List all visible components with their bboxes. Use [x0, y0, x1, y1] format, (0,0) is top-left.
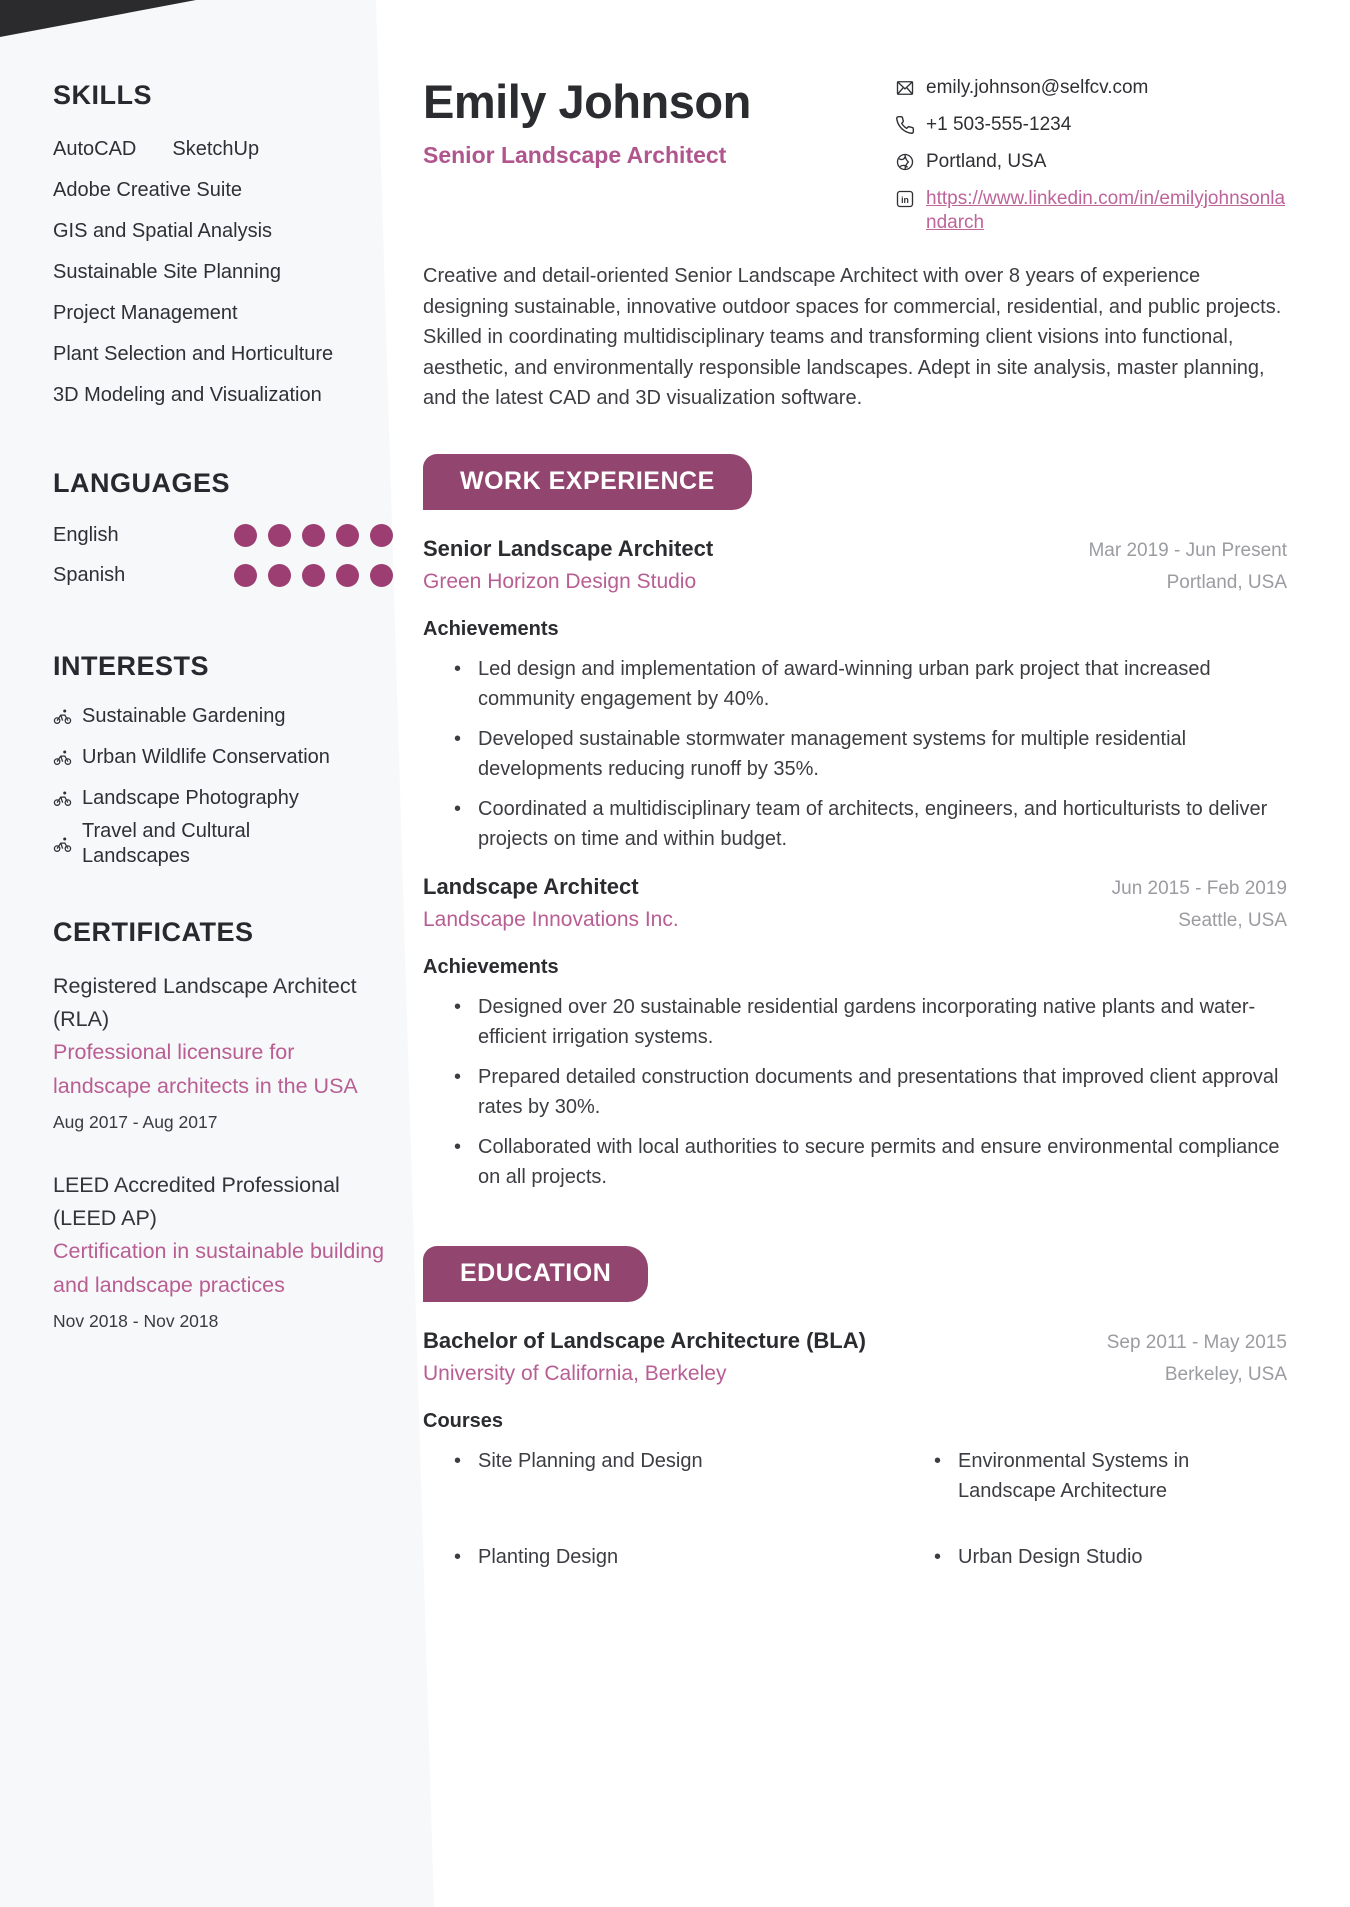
course-item: • Planting Design	[423, 1542, 903, 1572]
languages-section-title: LANGUAGES	[53, 468, 231, 498]
skills-list	[53, 129, 393, 416]
skill-item: GIS and Spatial Analysis	[53, 220, 273, 242]
sidebar	[53, 0, 393, 1334]
skills-row	[53, 129, 393, 170]
language-name: English	[53, 523, 119, 546]
job-entry	[423, 874, 1287, 1192]
person-job-title: Senior Landscape Architect	[423, 142, 727, 169]
contact-location-row	[895, 150, 1287, 174]
job-location: Portland, USA	[1166, 571, 1287, 593]
level-dot	[370, 564, 393, 587]
job-company: Green Horizon Design Studio	[423, 569, 697, 593]
main-column	[423, 0, 1287, 1572]
level-dot	[302, 564, 325, 587]
course-item: • Urban Design Studio	[903, 1542, 1287, 1572]
envelope-icon	[895, 78, 915, 98]
level-dot	[234, 564, 257, 587]
certificate-name: Registered Landscape Architect (RLA)	[53, 974, 357, 1031]
contact-block	[895, 74, 1287, 235]
interest-label: Urban Wildlife Conservation	[82, 746, 330, 768]
job-subheader	[423, 908, 1287, 932]
interest-label: Travel and Cultural Landscapes	[82, 820, 251, 867]
achievement-item: • Collaborated with local authorities to secure permits and ensure environmental compliance on all projects.	[423, 1132, 1287, 1192]
level-dot	[302, 524, 325, 547]
job-dates: Mar 2019 - Jun Present	[1088, 539, 1287, 561]
level-dot	[336, 524, 359, 547]
achievements-list	[423, 654, 1287, 854]
certificate-name: LEED Accredited Professional (LEED AP)	[53, 1173, 340, 1230]
interest-label: Landscape Photography	[82, 787, 299, 809]
education-header	[423, 1328, 1287, 1354]
interests-list	[53, 696, 393, 869]
certificate-description: Certification in sustainable building and landscape practices	[53, 1239, 385, 1297]
education-section-badge: EDUCATION	[423, 1246, 648, 1302]
achievement-item: • Designed over 20 sustainable residential gardens incorporating native plants and water-efficient irrigation systems.	[423, 992, 1287, 1052]
skill-item: Plant Selection and Horticulture	[53, 343, 334, 365]
skill-item: Adobe Creative Suite	[53, 179, 243, 201]
job-company: Landscape Innovations Inc.	[423, 907, 679, 931]
level-dot	[370, 524, 393, 547]
certificate-item	[53, 970, 393, 1135]
job-entry	[423, 536, 1287, 854]
achievement-item: • Coordinated a multidisciplinary team of architects, engineers, and horticulturists to deliver projects on time and within budget.	[423, 794, 1287, 854]
summary-text: Creative and detail-oriented Senior Landscape Architect with over 8 years of experience designing sustainable, innovative outdoor spaces for commercial, residential, and public projects. Skilled in coordinating multidisciplinary teams and transforming client visions into functional, aesthetic, and environmentally responsible landscapes. Adept in site analysis, master planning, and the latest CAD and 3D visualization software.	[423, 265, 1282, 409]
certificate-description: Professional licensure for landscape architects in the USA	[53, 1040, 358, 1098]
linkedin-link[interactable]: https://www.linkedin.com/in/emilyjohnsonlandarch	[926, 188, 1286, 233]
languages-list	[53, 515, 393, 595]
skills-section-title: SKILLS	[53, 80, 153, 110]
education-subheader	[423, 1362, 1287, 1386]
level-dot	[268, 524, 291, 547]
globe-icon	[895, 152, 915, 172]
achievement-item: • Led design and implementation of award-winning urban park project that increased community engagement by 40%.	[423, 654, 1287, 714]
certificate-dates: Nov 2018 - Nov 2018	[53, 1311, 219, 1331]
contact-linkedin-row	[895, 187, 1287, 235]
contact-phone-row	[895, 113, 1287, 137]
job-title: Senior Landscape Architect	[423, 535, 714, 561]
degree-title: Bachelor of Landscape Architecture (BLA)	[423, 1327, 866, 1353]
cyclist-icon	[53, 835, 72, 854]
contact-email-row	[895, 76, 1287, 100]
school-name: University of California, Berkeley	[423, 1361, 727, 1385]
courses-label: Courses	[423, 1409, 504, 1432]
level-dot	[234, 524, 257, 547]
skill-item: Project Management	[53, 302, 238, 324]
course-item: • Environmental Systems in Landscape Architecture	[903, 1446, 1287, 1506]
phone-icon	[895, 115, 915, 135]
achievement-item: • Prepared detailed construction documents and presentations that improved client approval rates by 30%.	[423, 1062, 1287, 1122]
interest-label: Sustainable Gardening	[82, 705, 286, 727]
svg-text:in: in	[901, 194, 909, 205]
language-row	[53, 515, 393, 555]
level-dot	[268, 564, 291, 587]
job-subheader	[423, 570, 1287, 594]
contact-phone: +1 503-555-1234	[926, 114, 1072, 135]
job-header	[423, 536, 1287, 562]
certificate-dates: Aug 2017 - Aug 2017	[53, 1112, 218, 1132]
language-level-dots	[234, 564, 393, 587]
skill-item: AutoCAD	[53, 138, 137, 160]
skill-item: Sustainable Site Planning	[53, 261, 281, 283]
achievement-item: • Developed sustainable stormwater management systems for multiple residential developments reducing runoff by 35%.	[423, 724, 1287, 784]
job-title: Landscape Architect	[423, 873, 639, 899]
interests-section-title: INTERESTS	[53, 651, 210, 681]
language-level-dots	[234, 524, 393, 547]
interest-item	[53, 696, 393, 737]
language-row	[53, 555, 393, 595]
skill-item: 3D Modeling and Visualization	[53, 384, 322, 406]
achievements-list	[423, 992, 1287, 1192]
job-location: Seattle, USA	[1178, 909, 1287, 931]
job-dates: Jun 2015 - Feb 2019	[1111, 877, 1287, 899]
achievements-label: Achievements	[423, 955, 559, 978]
cyclist-icon	[53, 707, 72, 726]
education-dates: Sep 2011 - May 2015	[1106, 1331, 1287, 1353]
interest-item	[53, 778, 393, 819]
interest-item	[53, 737, 393, 778]
interest-item	[53, 819, 343, 869]
achievements-label: Achievements	[423, 617, 559, 640]
linkedin-icon	[895, 189, 915, 209]
certificates-section-title: CERTIFICATES	[53, 917, 254, 947]
contact-location: Portland, USA	[926, 151, 1047, 172]
name-block	[423, 74, 751, 235]
cyclist-icon	[53, 789, 72, 808]
cyclist-icon	[53, 748, 72, 767]
certificate-item	[53, 1169, 393, 1334]
language-name: Spanish	[53, 563, 126, 586]
work-experience-section-badge: WORK EXPERIENCE	[423, 454, 752, 510]
course-item: • Site Planning and Design	[423, 1446, 903, 1506]
header	[423, 74, 1287, 235]
person-name: Emily Johnson	[423, 75, 751, 128]
level-dot	[336, 564, 359, 587]
skill-item: SketchUp	[172, 138, 260, 160]
courses-list	[423, 1446, 1287, 1572]
contact-email: emily.johnson@selfcv.com	[926, 77, 1149, 98]
education-location: Berkeley, USA	[1164, 1363, 1287, 1385]
education-entry	[423, 1328, 1287, 1572]
job-header	[423, 874, 1287, 900]
